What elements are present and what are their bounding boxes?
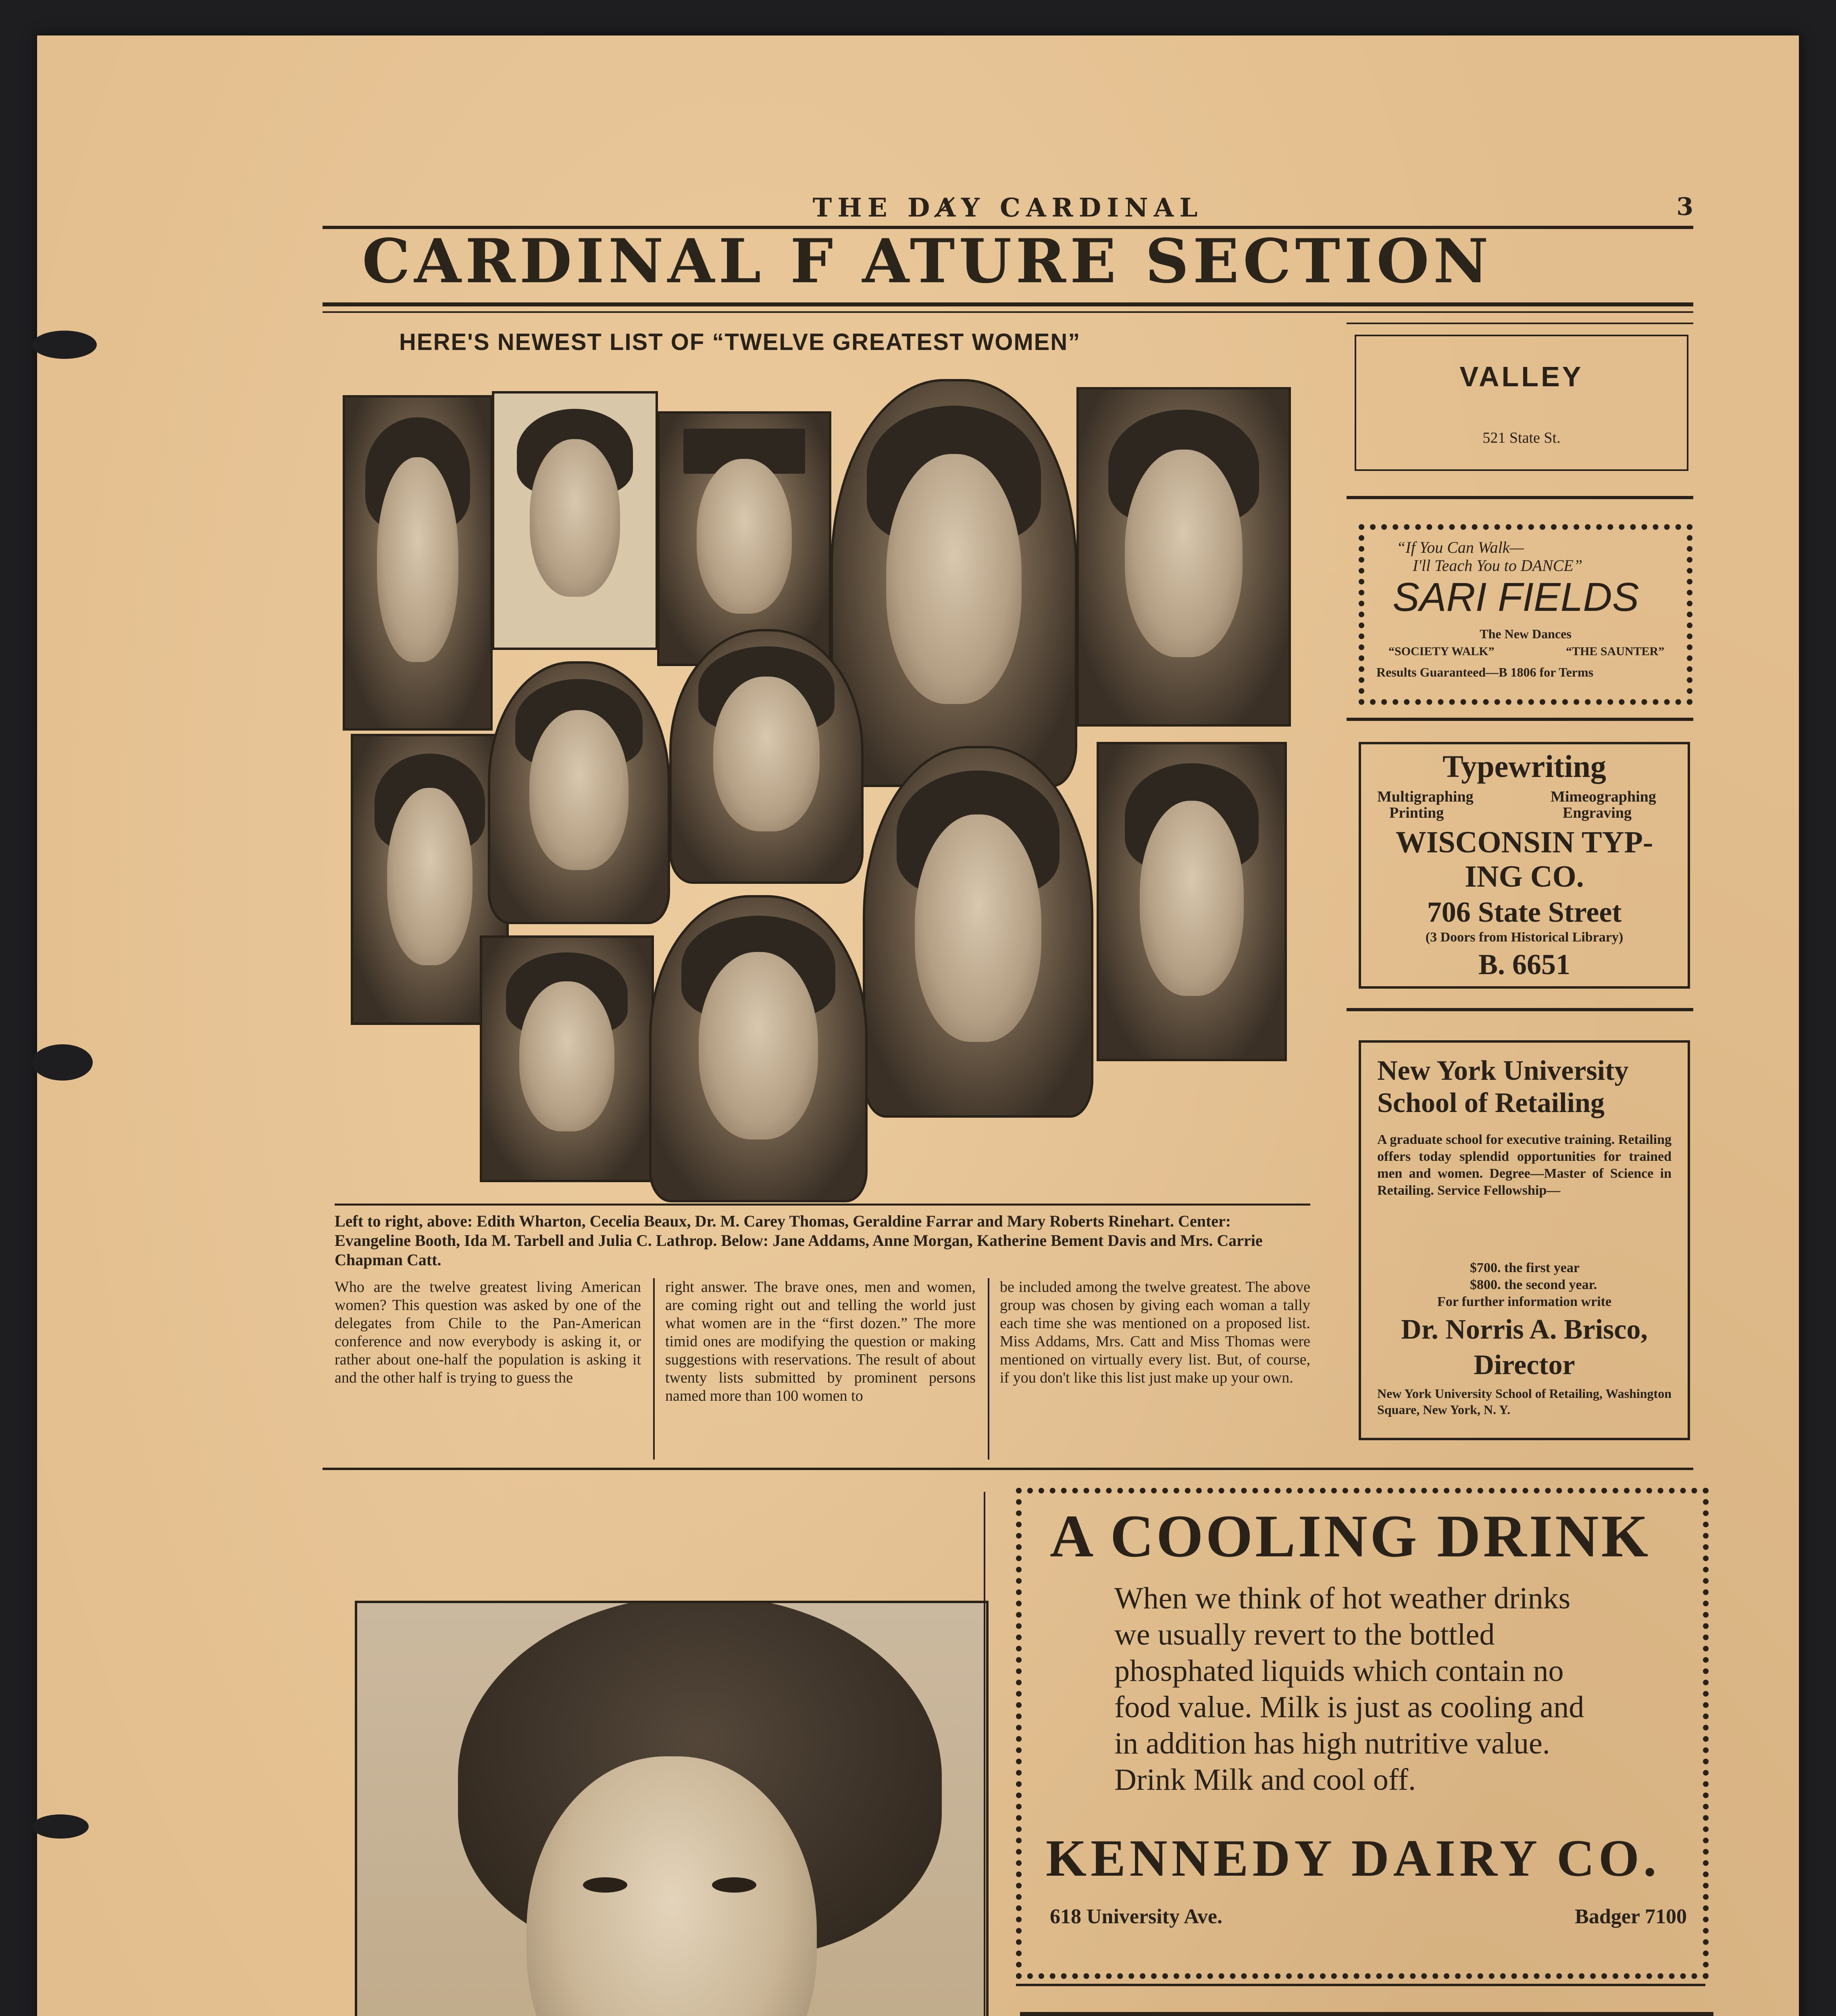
sari-new-dances: The New Dances: [1480, 627, 1572, 641]
typing-company: ING CO.: [1465, 860, 1584, 893]
portrait-photo: [831, 379, 1077, 787]
portrait-photo: [669, 629, 864, 884]
dairy-phone: Badger 7100: [1575, 1905, 1687, 1928]
page-number: 3: [1676, 193, 1693, 221]
portrait-illustration: [492, 391, 658, 650]
paper-name: THE DA̸Y CARDINAL: [812, 193, 1203, 223]
sari-tagline: I'll Teach You to DANCE”: [1413, 556, 1583, 575]
dairy-title: A COOLING DRINK: [1050, 1503, 1651, 1570]
divider: [323, 302, 1693, 306]
article-column-1: Who are the twelve greatest living American women? This question was asked by one of the delegates from Chile to the Pan-American conference and now everybody is asking it, or rather about one-half the population is asking it and the other half is trying to guess the: [335, 1279, 641, 1386]
divider: [335, 1204, 1310, 1206]
typing-phone: B. 6651: [1478, 948, 1571, 981]
divider: [1347, 496, 1693, 499]
typing-title: Typewriting: [1443, 749, 1606, 784]
sari-name: SARI FIELDS: [1393, 575, 1639, 620]
article-column-3: be included among the twelve greatest. The above group was chosen by giving each woman a tally each time she was mentioned on a proposed list. Miss Addams, Mrs. Catt and Miss Thomas were mentioned on virtually every list. But, of course, if you don't like this list just make up your own.: [1000, 1279, 1310, 1386]
nyu-contact: Dr. Norris A. Brisco,: [1401, 1314, 1648, 1345]
nyu-title: School of Retailing: [1377, 1087, 1605, 1118]
nyu-fee: $800. the second year.: [1470, 1277, 1597, 1292]
kennedy-dairy-ad: [1016, 1488, 1709, 1979]
lady-pennoyer-photo: [355, 1601, 989, 2016]
typing-street: 706 State Street: [1427, 896, 1622, 928]
nyu-fee: $700. the first year: [1470, 1260, 1580, 1275]
portrait-photo: [649, 895, 868, 1202]
photo-caption: Left to right, above: Edith Wharton, Cecelia Beaux, Dr. M. Carey Thomas, Geraldine Farrar and Mary Roberts Rinehart. Center: Evangeline Booth, Ida M. Tarbell and Julia C. Lathrop. Below: Jane Addams, Anne Morgan, Katherine Bement Davis and Mrs. Carrie Chapman Catt.: [335, 1212, 1263, 1269]
column-rule: [988, 1278, 989, 1460]
torn-edge: [32, 331, 97, 359]
typing-service: Engraving: [1563, 804, 1632, 821]
valley-logo: VALLEY: [1459, 361, 1584, 392]
column-rule: [984, 1492, 985, 2016]
portrait-photo: [1076, 387, 1291, 727]
column-rule: [653, 1278, 655, 1460]
portrait-montage: [339, 379, 1306, 1206]
divider: [323, 311, 1693, 313]
sari-fields-ad: [1359, 524, 1692, 705]
sari-tagline: “If You Can Walk—: [1397, 538, 1524, 556]
boat-rides-ad: [1020, 2012, 1713, 2016]
typing-ad: [1359, 742, 1690, 989]
divider: [1347, 1008, 1693, 1011]
divider: [1016, 1984, 1705, 1986]
nyu-ad: [1359, 1040, 1690, 1440]
feature-headline: HERE'S NEWEST LIST OF “TWELVE GREATEST WOMEN”: [399, 329, 1081, 355]
nyu-contact: Director: [1474, 1350, 1575, 1381]
masthead: [323, 193, 1693, 223]
torn-edge: [32, 1814, 89, 1839]
article-column-2: right answer. The brave ones, men and women, are coming right out and telling the world just what women are in the “first dozen.” The more timid ones are modifying the question or making suggestions with reservations. The result of about twenty lists submitted by prominent persons named more than 100 women to: [665, 1279, 976, 1404]
valley-ad: [1355, 335, 1688, 471]
nyu-body: A graduate school for executive training. Retailing offers today splendid opportunities for trained men and women. Degree—Master of Science in Retailing. Service Fellowship—: [1377, 1132, 1672, 1198]
divider: [1347, 323, 1693, 324]
portrait-photo: [343, 395, 493, 731]
divider: [323, 1468, 1693, 1470]
sari-dance: “SOCIETY WALK”: [1388, 645, 1495, 658]
section-title: CARDINAL F ATURE SECTION: [362, 226, 1493, 297]
portrait-photo: [488, 661, 670, 924]
nyu-further: For further information write: [1437, 1294, 1612, 1309]
portrait-photo: [1097, 742, 1287, 1061]
typing-service: Printing: [1389, 804, 1444, 821]
torn-edge: [32, 1044, 93, 1081]
typing-service: Multigraphing: [1377, 788, 1474, 805]
dairy-company: KENNEDY DAIRY CO.: [1046, 1829, 1661, 1887]
portrait-photo: [657, 411, 831, 666]
nyu-address: New York University School of Retailing, Washington Square, New York, N. Y.: [1377, 1386, 1672, 1417]
typing-service: Mimeographing: [1551, 788, 1656, 805]
dairy-body: When we think of hot weather drinks we usually revert to the bottled phosphated liquids which contain no food value. Milk is just as cooling and in addition has high nutritive value. Drink Milk and cool off.: [1114, 1581, 1584, 1797]
dairy-address: 618 University Ave.: [1050, 1905, 1222, 1928]
typing-company: WISCONSIN TYP-: [1395, 825, 1653, 859]
valley-address: 521 State St.: [1482, 429, 1561, 446]
nyu-title: New York University: [1377, 1055, 1629, 1086]
portrait-photo: [480, 935, 654, 1182]
sari-guarantee: Results Guaranteed—B 1806 for Terms: [1376, 665, 1594, 679]
typing-note: (3 Doors from Historical Library): [1425, 930, 1624, 945]
sari-dance: “THE SAUNTER”: [1566, 645, 1665, 658]
portrait-photo: [863, 746, 1093, 1118]
divider: [1347, 718, 1693, 721]
